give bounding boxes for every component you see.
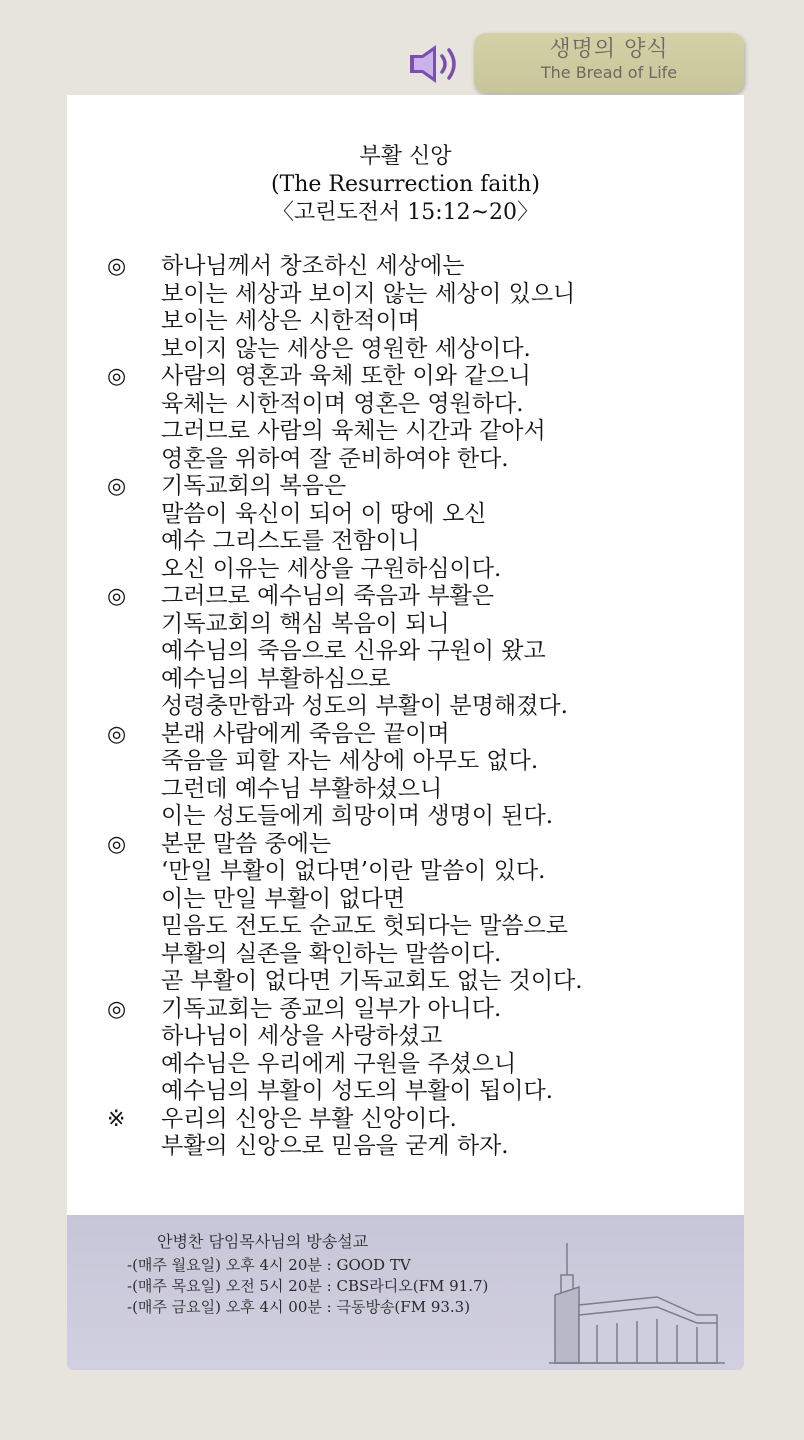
sermon-line-text: 하나님이 세상을 사랑하셨고: [161, 1023, 443, 1049]
sermon-line-text: 보이는 세상과 보이지 않는 세상이 있으니: [161, 280, 576, 307]
sermon-line: [107, 611, 727, 639]
sermon-line-text: 하나님께서 창조하신 세상에는: [161, 253, 465, 279]
sermon-line-text: 예수 그리스도를 전함이니: [161, 528, 421, 554]
sermon-line: [107, 528, 727, 556]
mark-spacer: [107, 418, 161, 446]
sermon-line: [107, 1133, 727, 1161]
sermon-line: [107, 803, 727, 831]
mark-spacer: [107, 666, 161, 694]
sermon-line-text: 기독교회의 복음은: [161, 473, 347, 499]
sermon-line: [107, 336, 727, 364]
mark-spacer: [107, 748, 161, 776]
brand-title-en: The Bread of Life: [540, 63, 678, 82]
mark-spacer: [107, 913, 161, 941]
paragraph-mark: ◎: [107, 254, 127, 279]
sermon-line: [107, 391, 727, 419]
sermon-line-text: 영혼을 위하여 잘 준비하여야 한다.: [161, 445, 509, 472]
sermon-line-text: 보이는 세상은 시한적이며: [161, 308, 421, 334]
sermon-line: [107, 1106, 727, 1134]
paragraph-mark: ◎: [107, 584, 127, 609]
sermon-line: [107, 693, 727, 721]
mark-spacer: [107, 501, 161, 529]
broadcast-footer: [67, 1215, 744, 1370]
mark-spacer: [107, 693, 161, 721]
sermon-line: [107, 666, 727, 694]
mark-spacer: [107, 446, 161, 474]
sermon-line: [107, 281, 727, 309]
sermon-title: 부활 신앙: [359, 144, 452, 169]
sermon-line-text: 그러므로 예수님의 죽음과 부활은: [161, 583, 494, 609]
mark-spacer: [107, 1023, 161, 1051]
sermon-card: [67, 95, 744, 1215]
sermon-line-text: 예수님의 부활하심으로: [161, 665, 391, 692]
sermon-line: [107, 1078, 727, 1106]
mark-spacer: [107, 308, 161, 336]
mark-spacer: [107, 1133, 161, 1161]
sermon-line: [107, 1051, 727, 1079]
sermon-line-text: 예수님의 부활이 성도의 부활이 됩이다.: [161, 1078, 554, 1104]
scripture-reference: 〈고린도전서 15:12~20〉: [271, 200, 540, 225]
sermon-subtitle: (The Resurrection faith): [270, 172, 541, 197]
header: [404, 33, 750, 95]
mark-spacer: [107, 281, 161, 309]
mark-spacer: [107, 391, 161, 419]
sermon-line: [107, 446, 727, 474]
sermon-line-text: 곧 부활이 없다면 기독교회도 없는 것이다.: [161, 968, 583, 994]
mark-spacer: [107, 968, 161, 996]
sermon-line: [107, 886, 727, 914]
sermon-line-text: 말씀이 육신이 되어 이 땅에 오신: [161, 500, 487, 527]
paragraph-mark: ※: [107, 1106, 126, 1132]
schedule-line: -(매주 목요일) 오전 5시 20분 : CBS라디오(FM 91.7): [127, 1277, 489, 1295]
sermon-line-text: 본문 말씀 중에는: [161, 830, 332, 857]
sermon-title-block: [67, 143, 744, 227]
mark-spacer: [107, 941, 161, 969]
sermon-line-text: 믿음도 전도도 순교도 헛되다는 말씀으로: [161, 913, 568, 939]
sermon-line: [107, 418, 727, 446]
sermon-line: [107, 638, 727, 666]
mark-spacer: [107, 611, 161, 639]
sermon-line: [107, 913, 727, 941]
sermon-line-text: 그러므로 사람의 육체는 시간과 같아서: [161, 418, 546, 444]
sermon-line-text: 기독교회는 종교의 일부가 아니다.: [161, 995, 502, 1022]
paragraph-mark: ◎: [107, 364, 127, 389]
mark-spacer: [107, 556, 161, 584]
sermon-line: [107, 858, 727, 886]
sermon-line-text: 사람의 영혼과 육체 또한 이와 같으니: [161, 363, 531, 389]
sermon-line: [107, 473, 727, 501]
mark-spacer: [107, 528, 161, 556]
sermon-line: [107, 308, 727, 336]
sermon-line: [107, 831, 727, 859]
sermon-line-text: 보이지 않는 세상은 영원한 세상이다.: [161, 335, 531, 362]
sermon-line-text: 예수님은 우리에게 구원을 주셨으니: [161, 1050, 517, 1077]
sermon-line: [107, 968, 727, 996]
sermon-line-text: 죽음을 피할 자는 세상에 아무도 없다.: [161, 748, 539, 774]
paragraph-mark: ◎: [107, 721, 127, 747]
sermon-line-text: 오신 이유는 세상을 구원하심이다.: [161, 555, 502, 582]
mark-spacer: [107, 886, 161, 914]
sermon-line: [107, 748, 727, 776]
sermon-line: [107, 556, 727, 584]
sermon-line-text: 이는 성도들에게 희망이며 생명이 된다.: [161, 803, 554, 829]
sermon-line-text: 육체는 시한적이며 영혼은 영원하다.: [161, 390, 524, 417]
schedule-line: -(매주 월요일) 오후 4시 20분 : GOOD TV: [127, 1256, 411, 1274]
paragraph-mark: ◎: [107, 831, 127, 857]
mark-spacer: [107, 1078, 161, 1106]
mark-spacer: [107, 638, 161, 666]
sermon-line-text: 본래 사람에게 죽음은 끝이며: [161, 720, 450, 747]
mark-spacer: [107, 1051, 161, 1079]
mark-spacer: [107, 858, 161, 886]
sermon-line-text: ‘만일 부활이 없다면’이란 말씀이 있다.: [161, 858, 546, 884]
sermon-line: [107, 1023, 727, 1051]
sermon-line-text: 우리의 신앙은 부활 신앙이다.: [161, 1105, 457, 1132]
schedule-line: -(매주 금요일) 오후 4시 00분 : 극동방송(FM 93.3): [127, 1298, 471, 1316]
brand-title-ko: 생명의 양식: [549, 37, 669, 62]
paragraph-mark: ◎: [107, 474, 127, 499]
sermon-line-text: 부활의 실존을 확인하는 말씀이다.: [161, 940, 502, 967]
sermon-line: [107, 721, 727, 749]
mark-spacer: [107, 776, 161, 804]
church-building-icon: [547, 1235, 727, 1365]
sermon-line-text: 부활의 신앙으로 믿음을 굳게 하자.: [161, 1133, 509, 1159]
sermon-line: [107, 363, 727, 391]
broadcast-schedule: [127, 1255, 488, 1318]
mark-spacer: [107, 336, 161, 364]
sermon-line-text: 성령충만함과 성도의 부활이 분명해졌다.: [161, 693, 568, 719]
sermon-line: [107, 776, 727, 804]
sermon-line: [107, 583, 727, 611]
sermon-line-text: 이는 만일 부활이 없다면: [161, 885, 406, 912]
sermon-line-text: 예수님의 죽음으로 신유와 구원이 왔고: [161, 638, 546, 664]
sermon-body: [107, 253, 727, 1161]
paragraph-mark: ◎: [107, 996, 127, 1022]
mark-spacer: [107, 803, 161, 831]
sermon-line-text: 그런데 예수님 부활하셨으니: [161, 775, 443, 802]
speaker-audio-icon[interactable]: [404, 41, 468, 87]
sermon-line: [107, 253, 727, 281]
sermon-line: [107, 941, 727, 969]
sermon-line: [107, 996, 727, 1024]
sermon-line-text: 기독교회의 핵심 복음이 되니: [161, 610, 450, 637]
footer-heading: 안병찬 담임목사님의 방송설교: [157, 1232, 369, 1251]
sermon-line: [107, 501, 727, 529]
brand-badge: [474, 33, 744, 93]
